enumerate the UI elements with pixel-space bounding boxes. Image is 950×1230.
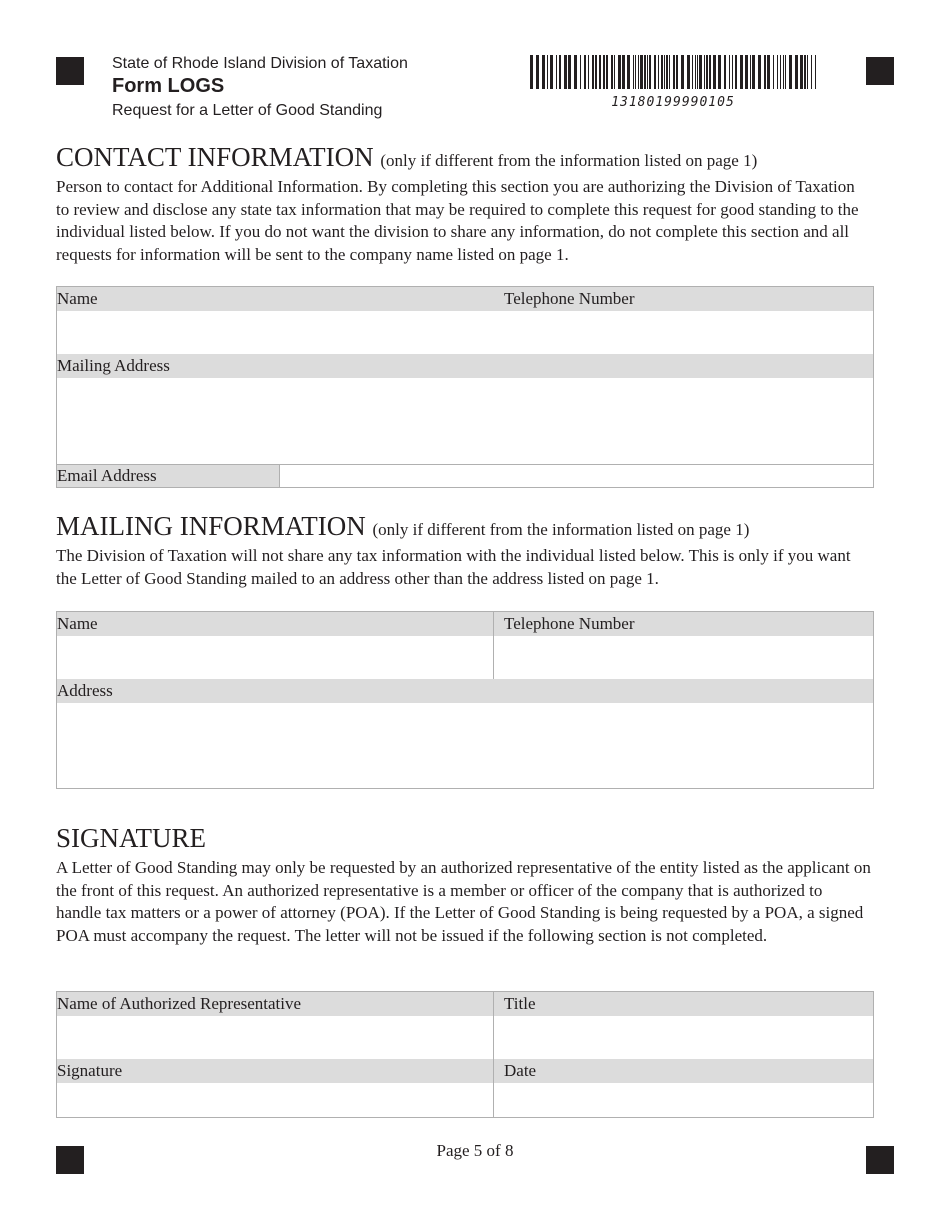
contact-title-note: (only if different from the information listed on page 1) xyxy=(380,151,758,170)
mailing-section-title xyxy=(56,511,749,545)
contact-name-field[interactable] xyxy=(57,311,873,354)
contact-form-box xyxy=(56,286,874,488)
barcode-bar xyxy=(699,55,702,89)
mailing-form-box xyxy=(56,611,874,789)
barcode-bar xyxy=(681,55,684,89)
contact-email-label: Email Address xyxy=(57,465,280,487)
agency-name: State of Rhode Island Division of Taxation xyxy=(112,55,408,72)
barcode-bar xyxy=(644,55,646,89)
barcode-bar xyxy=(783,55,784,89)
barcode-bar xyxy=(777,55,778,89)
barcode-bar xyxy=(622,55,625,89)
barcode-bar xyxy=(638,55,639,89)
barcode-bar xyxy=(595,55,597,89)
date-field[interactable] xyxy=(494,1083,873,1117)
barcode-bar xyxy=(697,55,698,89)
signature-form-box xyxy=(56,991,874,1118)
barcode-bar xyxy=(654,55,656,89)
barcode-bar xyxy=(800,55,803,89)
rep-name-field[interactable] xyxy=(57,1016,493,1059)
contact-email-field[interactable] xyxy=(280,465,873,487)
barcode-bar xyxy=(758,55,761,89)
barcode-number: 13180199990105 xyxy=(611,95,735,110)
barcode xyxy=(530,55,816,89)
barcode-bar xyxy=(695,55,696,89)
barcode-bar xyxy=(614,55,615,89)
form-subtitle: Request for a Letter of Good Standing xyxy=(112,102,383,119)
barcode-bar xyxy=(767,55,770,89)
barcode-bar xyxy=(732,55,733,89)
barcode-bar xyxy=(550,55,553,89)
barcode-bar xyxy=(676,55,678,89)
barcode-bar xyxy=(627,55,630,89)
barcode-bar xyxy=(718,55,721,89)
barcode-bar xyxy=(584,55,586,89)
barcode-bar xyxy=(740,55,743,89)
form-name: Form LOGS xyxy=(112,75,225,97)
barcode-bar xyxy=(729,55,730,89)
mailing-name-label: Name xyxy=(57,612,493,636)
barcode-bar xyxy=(568,55,571,89)
barcode-bar xyxy=(633,55,634,89)
signature-section-title: SIGNATURE xyxy=(56,823,207,853)
contact-section-title xyxy=(56,142,757,176)
title-label: Title xyxy=(494,992,873,1016)
barcode-bar xyxy=(764,55,766,89)
mailing-title-note: (only if different from the information listed on page 1) xyxy=(372,520,750,539)
mailing-telephone-field[interactable] xyxy=(494,636,873,679)
barcode-bar xyxy=(574,55,577,89)
barcode-bar xyxy=(807,55,808,89)
signature-label: Signature xyxy=(57,1059,493,1083)
barcode-bar xyxy=(564,55,567,89)
barcode-bar xyxy=(649,55,651,89)
mailing-description: The Division of Taxation will not share any tax information with the individual listed below. This is only if you want the Letter of Good Standing mailed to an address other than the address listed on page 1. xyxy=(56,546,851,588)
barcode-bar xyxy=(592,55,594,89)
barcode-bar xyxy=(530,55,533,89)
barcode-bar xyxy=(773,55,774,89)
barcode-bar xyxy=(588,55,589,89)
registration-mark-top-left xyxy=(56,57,84,85)
barcode-bar xyxy=(724,55,726,89)
barcode-bar xyxy=(669,55,670,89)
contact-description: Person to contact for Additional Information. By completing this section you are authorizing the Division of Taxation to review and disclose any state tax information that may be required to complete this request for good standing to the individual listed below. If you do not want the division to share any information, do not complete this section and all requests for information will be sent to the company name listed on page 1. xyxy=(56,177,859,264)
title-field[interactable] xyxy=(494,1016,873,1059)
mailing-address-field[interactable] xyxy=(57,703,873,788)
barcode-bar xyxy=(547,55,548,89)
mailing-telephone-label: Telephone Number xyxy=(494,612,873,636)
barcode-bar xyxy=(536,55,539,89)
mailing-title-text: MAILING INFORMATION xyxy=(56,511,366,541)
registration-mark-top-right xyxy=(866,57,894,85)
barcode-bar xyxy=(780,55,781,89)
barcode-bar xyxy=(789,55,792,89)
barcode-bar xyxy=(603,55,605,89)
barcode-bar xyxy=(664,55,665,89)
barcode-bar xyxy=(661,55,663,89)
barcode-bar xyxy=(559,55,561,89)
date-label: Date xyxy=(494,1059,873,1083)
barcode-bar xyxy=(647,55,648,89)
barcode-bar xyxy=(750,55,751,89)
barcode-bar xyxy=(618,55,621,89)
barcode-bar xyxy=(704,55,705,89)
mailing-address-label: Address xyxy=(57,679,873,703)
page-number: Page 5 of 8 xyxy=(436,1141,514,1160)
barcode-bar xyxy=(706,55,708,89)
contact-mailing-address-field[interactable] xyxy=(57,378,873,464)
barcode-bar xyxy=(815,55,816,89)
contact-mailing-address-label: Mailing Address xyxy=(57,354,873,378)
barcode-bar xyxy=(687,55,690,89)
barcode-bar xyxy=(804,55,806,89)
barcode-bar xyxy=(542,55,545,89)
barcode-bar xyxy=(811,55,812,89)
barcode-bar xyxy=(745,55,748,89)
barcode-bar xyxy=(635,55,636,89)
mailing-name-field[interactable] xyxy=(57,636,493,679)
barcode-bar xyxy=(611,55,613,89)
barcode-bar xyxy=(752,55,755,89)
barcode-bar xyxy=(666,55,668,89)
signature-field[interactable] xyxy=(57,1083,493,1117)
barcode-bar xyxy=(640,55,643,89)
barcode-bar xyxy=(713,55,716,89)
contact-title-text: CONTACT INFORMATION xyxy=(56,142,374,172)
rep-name-label: Name of Authorized Representative xyxy=(57,992,493,1016)
barcode-bar xyxy=(692,55,693,89)
barcode-bar xyxy=(606,55,608,89)
contact-telephone-label: Telephone Number xyxy=(504,289,635,308)
contact-label-row xyxy=(57,287,873,311)
barcode-bar xyxy=(580,55,581,89)
barcode-bar xyxy=(735,55,737,89)
barcode-bar xyxy=(599,55,601,89)
barcode-bar xyxy=(795,55,798,89)
barcode-bar xyxy=(673,55,675,89)
contact-name-label: Name xyxy=(57,289,98,308)
barcode-bar xyxy=(709,55,711,89)
signature-description: A Letter of Good Standing may only be requested by an authorized representative of the entity listed as the applicant on the front of this request. An authorized representative is a member or officer of the company that is authorized to handle tax matters or a power of attorney (POA). If the Letter of Good Standing is being requested by a POA, a signed POA must accompany the request. The letter will not be issued if the following section is not completed. xyxy=(56,858,871,945)
barcode-bar xyxy=(785,55,786,89)
barcode-bar xyxy=(658,55,659,89)
barcode-bar xyxy=(556,55,557,89)
